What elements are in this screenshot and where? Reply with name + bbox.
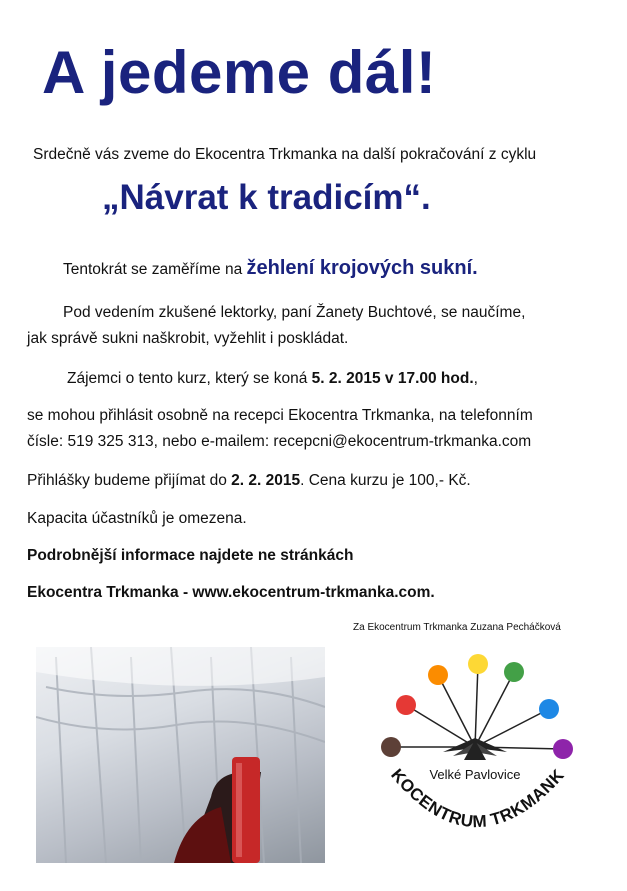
logo-dot-brown bbox=[381, 737, 401, 757]
focus-prefix: Tentokrát se zaměříme na bbox=[63, 261, 247, 278]
logo-dot-green bbox=[504, 662, 524, 682]
lecturer-line-2: jak správě sukni naškrobit, vyžehlit i poskládat. bbox=[27, 330, 349, 347]
logo-rays bbox=[391, 664, 563, 749]
ekocentrum-logo bbox=[368, 652, 582, 862]
contact-line-1: se mohou přihlásit osobně na recepci Ekocentra Trkmanka, na telefonním bbox=[27, 407, 533, 424]
deadline-date: 2. 2. 2015 bbox=[231, 472, 301, 489]
focus-line bbox=[63, 257, 478, 280]
course-line bbox=[67, 370, 478, 388]
course-suffix: , bbox=[473, 370, 478, 387]
more-info-line-2: Ekocentra Trkmanka - www.ekocentrum-trkmanka.com. bbox=[27, 584, 435, 601]
logo-dot-blue bbox=[539, 699, 559, 719]
deadline-line bbox=[27, 472, 471, 490]
course-date: 5. 2. 2015 v 17.00 hod. bbox=[311, 370, 474, 387]
contact-line-2: čísle: 519 325 313, nebo e-mailem: recepcni@ekocentrum-trkmanka.com bbox=[27, 433, 532, 450]
series-title: „Návrat k tradicím“. bbox=[102, 178, 431, 217]
focus-topic: žehlení krojových sukní. bbox=[246, 257, 478, 279]
ironing-photo bbox=[36, 647, 325, 863]
logo-arc-text: KOCENTRUM TRKMANK bbox=[387, 765, 568, 832]
intro-text: Srdečně vás zveme do Ekocentra Trkmanka na další pokračování z cyklu bbox=[33, 146, 537, 163]
logo-dot-red bbox=[396, 695, 416, 715]
logo-dot-yellow bbox=[468, 654, 488, 674]
skirt-and-iron-illustration bbox=[36, 647, 325, 863]
more-info-line-1: Podrobnější informace najdete ne stránkách bbox=[27, 547, 354, 564]
signature: Za Ekocentrum Trkmanka Zuzana Pecháčková bbox=[353, 622, 561, 633]
logo-dot-purple bbox=[553, 739, 573, 759]
logo-graphic bbox=[368, 652, 582, 862]
logo-dot-orange bbox=[428, 665, 448, 685]
lecturer-line-1: Pod vedením zkušené lektorky, paní Žanety Buchtové, se naučíme, bbox=[63, 304, 526, 321]
deadline-suffix: . Cena kurzu je 100,- Kč. bbox=[300, 472, 471, 489]
capacity-note: Kapacita účastníků je omezena. bbox=[27, 510, 247, 527]
course-prefix: Zájemci o tento kurz, který se koná bbox=[67, 370, 312, 387]
logo-top-text: Velké Pavlovice bbox=[429, 767, 521, 782]
logo-flower-icon bbox=[443, 738, 507, 760]
page-title: A jedeme dál! bbox=[42, 39, 437, 106]
deadline-prefix: Přihlášky budeme přijímat do bbox=[27, 472, 232, 489]
